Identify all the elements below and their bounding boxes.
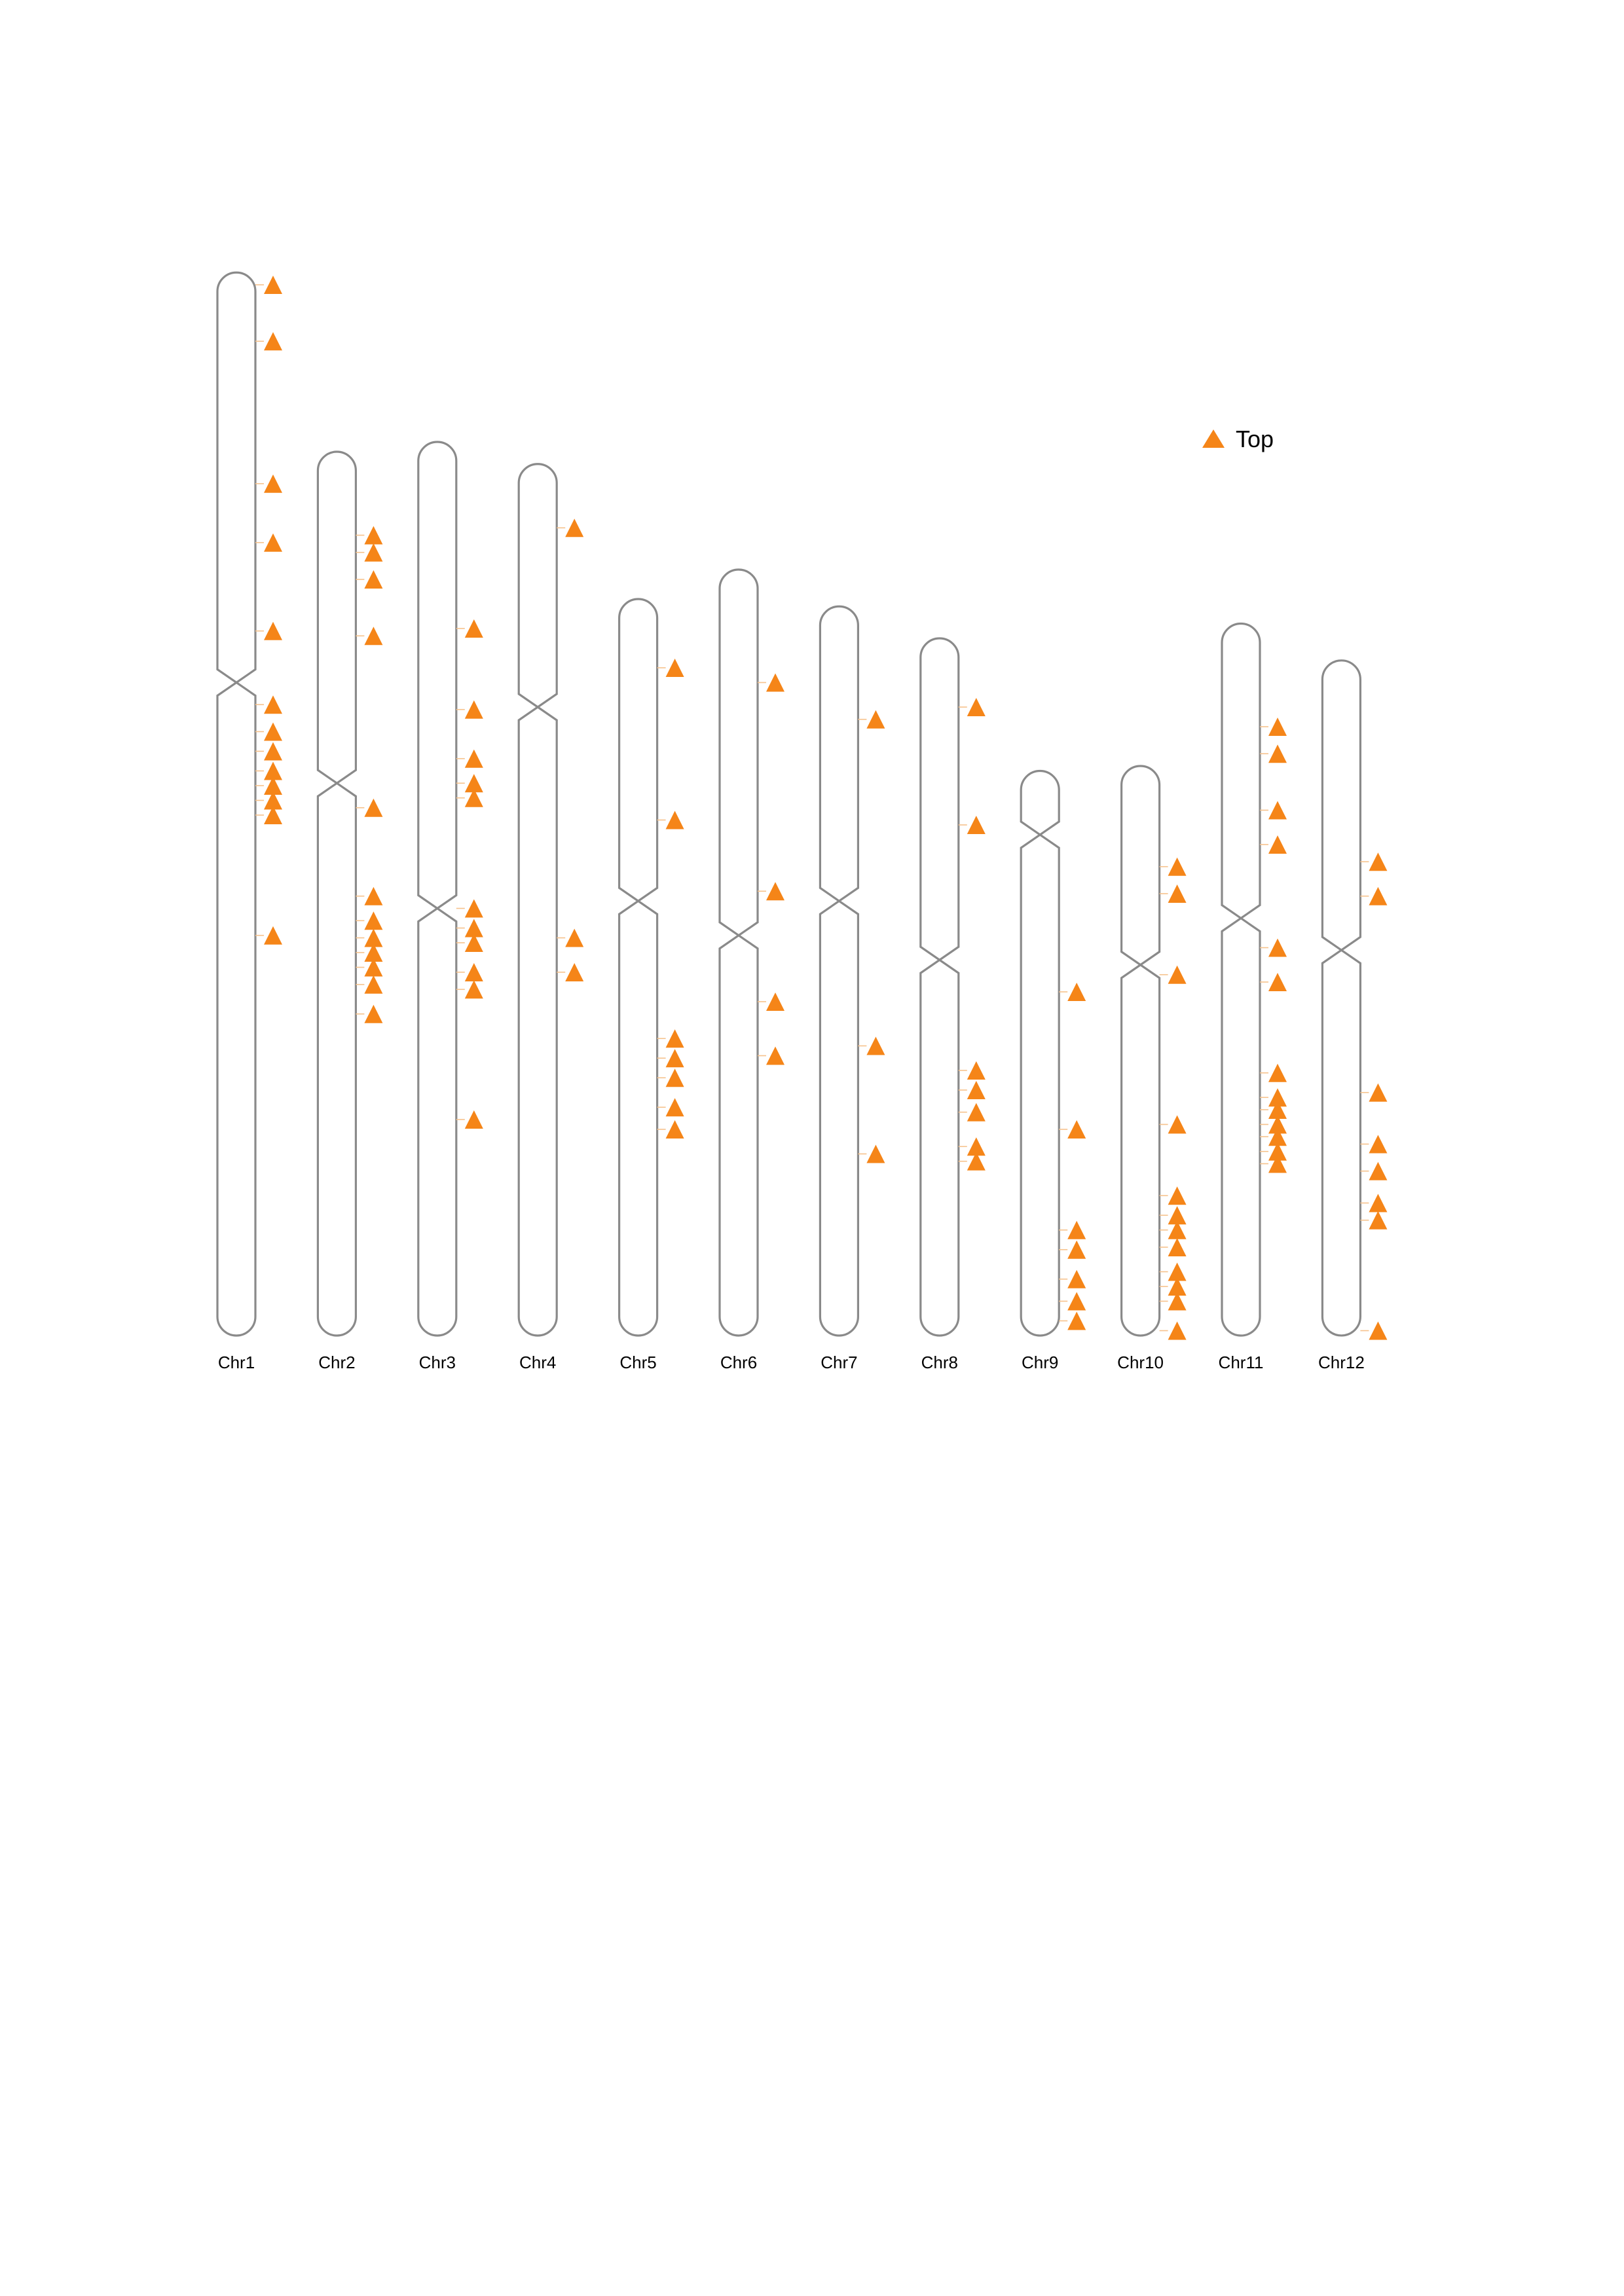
marker-triangle — [1268, 744, 1287, 763]
marker-triangle — [1369, 1322, 1387, 1340]
marker-triangle — [264, 723, 282, 741]
chromosome-chr10 — [1117, 766, 1186, 1372]
marker-triangle — [1369, 1162, 1387, 1180]
marker-triangle — [866, 1037, 885, 1055]
marker-triangle — [1067, 1312, 1086, 1330]
marker-triangle — [1168, 1186, 1187, 1205]
marker-triangle — [264, 332, 282, 350]
marker-triangle — [264, 926, 282, 945]
marker-triangle — [264, 475, 282, 493]
marker-triangle — [364, 1005, 382, 1023]
marker-triangle — [666, 1120, 684, 1139]
marker-triangle — [1067, 983, 1086, 1001]
chromosome-outline — [1322, 661, 1360, 1336]
marker-triangle — [465, 750, 483, 768]
chromosome-outline — [217, 272, 255, 1336]
chromosome-chr5 — [619, 599, 684, 1372]
marker-triangle — [1268, 718, 1287, 736]
chromosome-chr3 — [418, 442, 483, 1372]
marker-triangle — [1168, 1238, 1187, 1256]
marker-triangle — [1369, 1194, 1387, 1212]
legend — [1202, 426, 1274, 452]
marker-triangle — [364, 627, 382, 645]
marker-triangle — [364, 799, 382, 817]
marker-triangle — [1369, 852, 1387, 871]
chromosome-outline — [1021, 771, 1059, 1336]
legend-label: Top — [1236, 426, 1274, 452]
marker-triangle — [264, 534, 282, 552]
marker-triangle — [666, 1098, 684, 1116]
marker-triangle — [1067, 1292, 1086, 1311]
chromosome-label: Chr7 — [821, 1353, 858, 1372]
marker-triangle — [1168, 1322, 1187, 1340]
marker-triangle — [264, 276, 282, 294]
chromosome-chr1 — [217, 272, 282, 1372]
marker-triangle — [1067, 1221, 1086, 1239]
marker-triangle — [1268, 1064, 1287, 1082]
marker-triangle — [1168, 966, 1187, 984]
chromosome-label: Chr8 — [921, 1353, 958, 1372]
marker-triangle — [766, 1047, 784, 1065]
chromosome-label: Chr12 — [1318, 1353, 1365, 1372]
chromosome-outline — [720, 570, 758, 1336]
chromosome-outline — [418, 442, 456, 1336]
chromosome-outline — [921, 638, 959, 1336]
chromosome-outline — [318, 452, 356, 1336]
marker-triangle — [967, 1081, 986, 1099]
marker-triangle — [364, 887, 382, 905]
marker-triangle — [465, 980, 483, 998]
marker-triangle — [866, 1145, 885, 1163]
chromosome-chr8 — [921, 638, 986, 1372]
marker-triangle — [1369, 1211, 1387, 1230]
marker-triangle — [1369, 887, 1387, 905]
marker-triangle — [264, 622, 282, 640]
marker-triangle — [666, 811, 684, 829]
chromosome-label: Chr9 — [1022, 1353, 1059, 1372]
marker-triangle — [967, 1061, 986, 1080]
chromosome-label: Chr1 — [217, 1353, 255, 1372]
chromosome-label: Chr10 — [1117, 1353, 1164, 1372]
chromosome-outline — [820, 606, 858, 1336]
chromosome-chr9 — [1021, 771, 1086, 1373]
chromosome-label: Chr5 — [619, 1353, 657, 1372]
marker-triangle — [1168, 1116, 1187, 1134]
marker-triangle — [766, 882, 784, 900]
chromosome-chr12 — [1318, 661, 1387, 1372]
marker-triangle — [1067, 1241, 1086, 1259]
marker-triangle — [465, 701, 483, 719]
marker-triangle — [465, 963, 483, 981]
chromosome-outline — [1222, 623, 1260, 1336]
chromosome-label: Chr2 — [318, 1353, 356, 1372]
marker-triangle — [1067, 1270, 1086, 1288]
marker-triangle — [264, 695, 282, 714]
marker-triangle — [1168, 884, 1187, 903]
marker-triangle — [967, 816, 986, 834]
marker-triangle — [967, 698, 986, 716]
marker-triangle — [465, 1110, 483, 1129]
chromosome-label: Chr6 — [720, 1353, 758, 1372]
marker-triangle — [264, 742, 282, 761]
marker-triangle — [666, 1068, 684, 1087]
marker-triangle — [565, 963, 583, 981]
marker-triangle — [666, 659, 684, 677]
marker-triangle — [565, 929, 583, 947]
marker-triangle — [364, 911, 382, 930]
marker-triangle — [465, 900, 483, 918]
marker-triangle — [666, 1029, 684, 1048]
marker-triangle — [1369, 1135, 1387, 1154]
marker-triangle — [766, 674, 784, 692]
chromosome-outline — [1122, 766, 1160, 1336]
marker-triangle — [1268, 973, 1287, 991]
chromosome-label: Chr11 — [1218, 1353, 1264, 1372]
marker-triangle — [1369, 1084, 1387, 1102]
chromosome-label: Chr4 — [519, 1353, 557, 1372]
marker-triangle — [364, 526, 382, 545]
chromosome-chr2 — [318, 452, 382, 1372]
marker-triangle — [1268, 801, 1287, 820]
marker-triangle — [1268, 939, 1287, 957]
marker-triangle — [565, 519, 583, 537]
chromosome-outline — [519, 464, 557, 1336]
marker-triangle — [666, 1049, 684, 1067]
marker-triangle — [866, 710, 885, 729]
triangle-up-icon — [1202, 429, 1225, 448]
marker-triangle — [967, 1103, 986, 1121]
marker-triangle — [1067, 1120, 1086, 1139]
marker-triangle — [364, 570, 382, 589]
chromosome-chr4 — [519, 464, 583, 1372]
marker-triangle — [364, 975, 382, 994]
chromosome-chr11 — [1219, 623, 1287, 1372]
chromosome-label: Chr3 — [418, 1353, 456, 1372]
marker-triangle — [1268, 835, 1287, 854]
chromosome-outline — [619, 599, 657, 1336]
marker-triangle — [1168, 858, 1187, 876]
chromosome-chr7 — [820, 606, 885, 1372]
chromosome-chr6 — [720, 570, 784, 1372]
marker-triangle — [364, 543, 382, 562]
marker-triangle — [465, 619, 483, 638]
marker-triangle — [766, 993, 784, 1011]
